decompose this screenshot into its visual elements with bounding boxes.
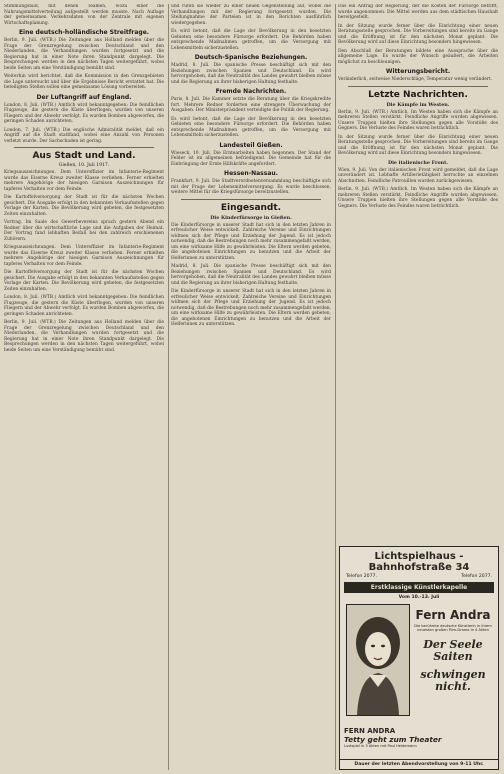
article-text: Berlin, 9. Juli. (WTB.) Die Zeitungen aus Holland melden über die Frage der Grenzregelung zwischen Deutschland und den Niederlanden, die Verhandlungen wurden fortgesetzt und die Regierung hat in einer Note ihren Standpunkt dargelegt. Die Besprechungen werden in den nächsten Tagen weitergeführt, wobei beide Seiten um eine Verständigung bemüht sind. bbox=[4, 38, 164, 71]
section-divider bbox=[348, 86, 488, 87]
film-title-line-2: schwingen nicht. bbox=[420, 667, 486, 693]
section-headline: Eingesandt. bbox=[220, 202, 282, 213]
screening-dates: Vom 10.-13. Juli bbox=[398, 595, 440, 600]
section-divider bbox=[14, 147, 154, 148]
ad-feature bbox=[340, 602, 498, 718]
article-headline: Eine deutsch-holländische Streitfrage. bbox=[18, 29, 150, 36]
cinema-name: Lichtspielhaus - Bahnhofstraße 34 bbox=[368, 551, 470, 573]
article-text: Madrid, 8. Juli. Die spanische Presse beschäftigt sich mit den Beziehungen zwischen Spanien und Deutschland. Es wird hervorgehoben, daß die Neutralität des Landes gewahrt bleiben müsse und die Regierung an ihrer bisherigen Haltung festhalte. bbox=[171, 264, 331, 286]
article-text: Das ein Antrag der Regierung, der die Kosten der Fürsorge betrifft, wurde angenommen. Die Mittel werden aus dem städtischen Haushalt bereitgestellt. bbox=[338, 4, 498, 20]
second-feature bbox=[344, 727, 494, 748]
article-text: Stimmungsbild, mit denen Teamen, wozu einer die Nahrungsmittelverteilung aufgestellt werden musste. Nach Auflage der gemeinsamen Verkehrsdaten von der Zentrale mit eigenen Wirtschaftsplanung. bbox=[4, 4, 164, 26]
article-text: Den Abschluß der Beratungen bildete eine Aussprache über die allgemeine Lage. Es wurde der Wunsch geäußert, die Arbeiten möglichst zu beschleunigen. bbox=[338, 48, 498, 65]
article-text: Berlin, 9. Juli. (WTB.) Amtlich. Im Westen haben sich die Kämpfe an mehreren Stellen verstärkt. Feindliche Angriffe wurden abgewiesen. Unsere Truppen hielten ihre Stellungen gegen alle Vorstöße des Gegners. Die Verluste des Feindes waren beträchtlich. bbox=[338, 109, 498, 131]
article-text: Madrid, 8. Juli. Die spanische Presse beschäftigt sich mit den Beziehungen zwischen Spanien und Deutschland. Es wird hervorgehoben, daß die Neutralität des Landes gewahrt bleiben müsse und die Regierung an ihrer bisherigen Haltung festhalte. bbox=[171, 63, 331, 85]
article-text: Kriegsauszeichnungen. Dem Unteroffizier im Infanterie-Regiment wurde das Eiserne Kreuz zweiter Klasse verliehen. Ferner erhielten mehrere Angehörige der hiesigen Garnison Auszeichnungen für tapferes Verhalten vor dem Feinde. bbox=[4, 170, 164, 192]
article-text: London, 8. Juli. (WTB.) Amtlich wird bekanntgegeben: Die feindlichen Flugzeuge, die gestern die Küste überflogen, wurden von unseren Fliegern und der Abwehr verfolgt. Es wurden Bomben abgeworfen, die geringen Schaden anrichteten. bbox=[4, 295, 164, 317]
showtime-note: Dauer der letzten Abendvorstellung von 9-11 Uhr. bbox=[340, 759, 498, 769]
dateline: Gießen, 10. Juli 1917. bbox=[58, 163, 110, 168]
column-left bbox=[4, 4, 164, 770]
cinema-advertisement bbox=[339, 546, 499, 770]
article-text: Wien, 9. Juli. Von der italienischen Front wird gemeldet, daß die Lage unverändert ist. Lebhafte Artillerietätigkeit herrschte an einzelnen Abschnitten. Feindliche Patrouillen wurden zurückgewiesen. bbox=[338, 167, 498, 184]
star-name: Fern Andra bbox=[415, 608, 491, 622]
article-text: Veränderlich, zeitweise Niederschläge, Temperatur wenig verändert. bbox=[338, 77, 493, 82]
column-middle bbox=[171, 4, 331, 770]
second-film-credit: Lustspiel in 3 Akten mit Paul Heidemann bbox=[344, 744, 417, 748]
star-block bbox=[412, 608, 494, 693]
article-text: Paris, 8. Juli. Die Kammer setzte die Beratung über die Kriegskredite fort. Mehrere Redner forderten eine strengere Überwachung der Ausgaben. Der Ministerpräsident verteidigte die Politik der Regierung. bbox=[171, 97, 331, 113]
column-divider bbox=[335, 4, 336, 770]
section-divider bbox=[181, 199, 321, 200]
article-text: In der Sitzung wurde ferner über die Einrichtung einer neuen Beratungsstelle gesprochen. Die Vorbereitungen sind bereits im Gange und die Eröffnung ist für den nächsten Monat geplant. Die Bevölkerung wird auf diese Einrichtung besonders hingewiesen. bbox=[338, 23, 498, 45]
article-subheadline: Die Kinderfürsorge in Gießen. bbox=[210, 214, 292, 221]
actress-portrait bbox=[346, 604, 410, 716]
article-text: Berlin, 9. Juli. (WTB.) Amtlich. Im Westen haben sich die Kämpfe an mehreren Stellen verstärkt. Feindliche Angriffe wurden abgewiesen. Unsere Truppen hielten ihre Stellungen gegen alle Vorstöße des Gegners. Die Verluste des Feindes waren beträchtlich. bbox=[338, 187, 498, 209]
article-text: London, 8. Juli. (WTB.) Amtlich wird bekanntgegeben: Die feindlichen Flugzeuge, die gestern die Küste überflogen, wurden von unseren Fliegern und der Abwehr verfolgt. Es wurden Bomben abgeworfen, die geringen Schaden anrichteten. bbox=[4, 102, 164, 124]
article-text: Die Kinderfürsorge in unserer Stadt hat sich in den letzten Jahren in erfreulicher Weise entwickelt. Zahlreiche Vereine und Einrichtungen widmen sich der Pflege und Erziehung der Jugend. Es ist jedoch notwendig, daß die Bestrebungen noch mehr zusammengefaßt werden, um eine wirksame Hilfe zu gewährleisten. Die Eltern werden gebeten, die angebotenen Einrichtungen zu benutzen und die Arbeit der Helferinnen zu unterstützen. bbox=[171, 222, 331, 261]
second-feature-row bbox=[344, 727, 494, 735]
article-text: Kriegsauszeichnungen. Dem Unteroffizier im Infanterie-Regiment wurde das Eiserne Kreuz zweiter Klasse verliehen. Ferner erhielten mehrere Angehörige der hiesigen Garnison Auszeichnungen für tapferes Verhalten vor dem Feinde. bbox=[4, 245, 164, 267]
star-description: Die berühmte deutsche Künstlerin in ihrem neuesten großen Film-Drama in 4 Akten bbox=[414, 624, 492, 633]
article-headline: Landesteil Gießen. bbox=[219, 141, 283, 149]
article-text: Vortrag. Im Saale des Gewerbevereins sprach gestern Abend ein Redner über die wirtschaftliche Lage und die Aufgaben der Heimat. Der Vortrag fand lebhaften Beifall bei den zahlreich erschienenen Zuhörern. bbox=[4, 220, 164, 242]
article-headline: Hessen-Nassau. bbox=[224, 170, 278, 177]
column-divider bbox=[168, 4, 169, 770]
section-headline: Aus Stadt und Land. bbox=[32, 151, 136, 161]
portrait-illustration bbox=[347, 605, 409, 715]
article-text: Wieseck, 10. Juli. Die Erntearbeiten haben begonnen. Der Stand der Felder ist im allgemeinen befriedigend. Die Gemeinde hat für die Einbringung der Ernte Hilfskräfte angefordert. bbox=[171, 150, 331, 167]
article-text: Die Kinderfürsorge in unserer Stadt hat sich in den letzten Jahren in erfreulicher Weise entwickelt. Zahlreiche Vereine und Einrichtungen widmen sich der Pflege und Erziehung der Jugend. Es ist jedoch notwendig, daß die Bestrebungen noch mehr zusammengefaßt werden, um eine wirksame Hilfe zu gewährleisten. Die Eltern werden gebeten, die angebotenen Einrichtungen zu benutzen und die Arbeit der Helferinnen zu unterstützen. bbox=[171, 289, 331, 327]
article-subheadline: Die italienische Front. bbox=[387, 159, 449, 166]
article-text: In der Sitzung wurde ferner über die Einrichtung einer neuen Beratungsstelle gesprochen. Die Vorbereitungen sind bereits im Gange und die Eröffnung ist für den nächsten Monat geplant. Die Bevölkerung wird auf diese Einrichtung besonders hingewiesen. bbox=[338, 134, 498, 156]
orchestra-banner: Erstklassige Künstlerkapelle bbox=[344, 582, 494, 593]
article-text: und rufen sie wieder zu einer neuen Gegenstellung auf, wobei die Verhandlungen mit der Regierung fortgesetzt wurden. Die Stellungnahme der Parteien ist in den Berichten ausführlich wiedergegeben. bbox=[171, 4, 331, 26]
article-headline: Fremde Nachrichten. bbox=[215, 88, 287, 95]
second-film-title: Tetty geht zum Theater bbox=[344, 735, 442, 744]
section-headline: Letzte Nachrichten. bbox=[368, 89, 468, 100]
article-text: Es wird betont, daß die Lage der Bevölkerung in den besetzten Gebieten eine besondere Fürsorge erfordert. Die Behörden haben entsprechende Maßnahmen getroffen, um die Versorgung mit Lebensmitteln sicherzustellen. bbox=[171, 29, 331, 51]
article-headline: Der Luftangriff auf England. bbox=[36, 93, 132, 101]
article-subheadline: Die Kämpfe im Westen. bbox=[386, 101, 450, 108]
article-text: Frankfurt, 9. Juli. Die Stadtverordnetenversammlung beschäftigte sich mit der Frage der Lebensmittelversorgung. Es wurde beschlossen, weitere Mittel für die Kriegsfürsorge bereitzustellen. bbox=[171, 179, 331, 195]
article-text: Die Kartoffelversorgung der Stadt ist für die nächsten Wochen gesichert. Die Ausgabe erfolgt in den bekannten Verkaufsstellen gegen Vorlage der Karten. Die Bevölkerung wird gebeten, die festgesetzten Zeiten einzuhalten. bbox=[4, 270, 164, 292]
article-headline: Witterungsbericht. bbox=[385, 68, 451, 75]
article-text: Es wird betont, daß die Lage der Bevölkerung in den besetzten Gebieten eine besondere Fürsorge erfordert. Die Behörden haben entsprechende Maßnahmen getroffen, um die Versorgung mit Lebensmitteln sicherzustellen. bbox=[171, 116, 331, 138]
article-text: Berlin, 9. Juli. (WTB.) Die Zeitungen aus Holland melden über die Frage der Grenzregelung zwischen Deutschland und den Niederlanden, die Verhandlungen wurden fortgesetzt und die Regierung hat in einer Note ihren Standpunkt dargelegt. Die Besprechungen werden in den nächsten Tagen weitergeführt, wobei beide Seiten um eine Verständigung bemüht sind. bbox=[4, 320, 164, 353]
article-headline: Deutsch-Spanische Beziehungen. bbox=[194, 54, 308, 61]
actor-name: FERN ANDRA bbox=[344, 727, 396, 735]
article-text: Weiterhin wird berichtet, daß die Kommission in den Grenzgebieten die Lage untersucht und über die Ergebnisse Bericht erstattet hat. Die beteiligten Stellen sollen eine gemeinsame Lösung vorbereiten. bbox=[4, 74, 164, 90]
phone-row bbox=[340, 573, 498, 580]
phone-left: Telefon 2077. bbox=[346, 574, 377, 579]
article-text: Die Kartoffelversorgung der Stadt ist für die nächsten Wochen gesichert. Die Ausgabe erfolgt in den bekannten Verkaufsstellen gegen Vorlage der Karten. Die Bevölkerung wird gebeten, die festgesetzten Zeiten einzuhalten. bbox=[4, 195, 164, 217]
article-text: London, 7. Juli. (WTB.) Die englische Admiralität meldet, daß ein Angriff auf die Stadt stattfand, wobei eine Anzahl von Personen verletzt wurde. Der Sachschaden ist gering. bbox=[4, 127, 164, 144]
column-right bbox=[338, 4, 498, 544]
phone-right: Telefon 2077. bbox=[461, 574, 492, 579]
film-title-line-1: Der Seele Saiten bbox=[423, 637, 483, 663]
